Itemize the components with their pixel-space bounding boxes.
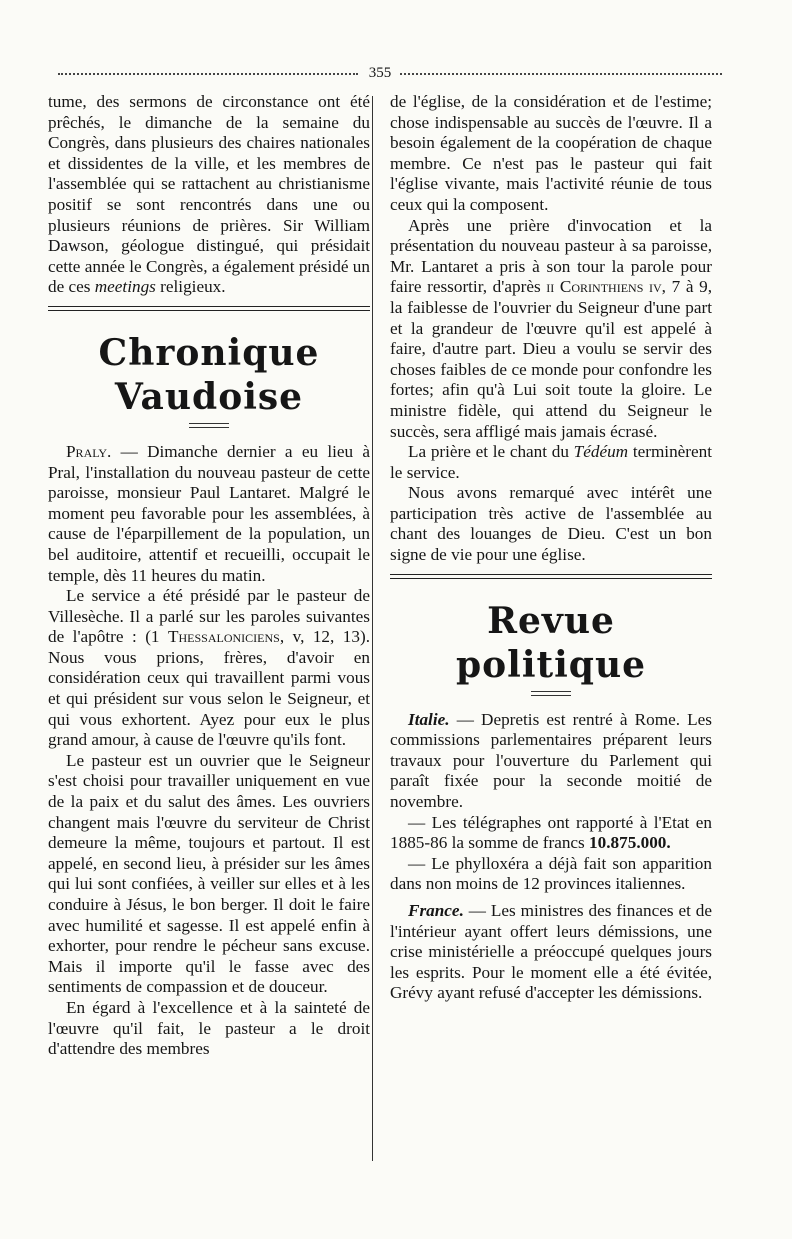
news-item-france [390,901,712,1004]
column-divider [372,96,373,1161]
paragraph-text: Après une prière d'invocation et la présentation du nouveau pasteur à sa paroisse, Mr. Lantaret a pris à son tour la parole pour faire ressortir, d'après [390,215,712,297]
article-paragraph: de l'église, de la considération et de l'estime; chose indispensable au succès de l'œuvre. Il a besoin également de la coopération de chaque membre. Ce n'est pas le pasteur qui fait l'église vivante, mais l'activité réunie de tous ceux qui la composent. [390,92,712,214]
news-lead-italie: Italie. [408,709,450,729]
continued-paragraph [48,92,370,298]
article-paragraph: Nous avons remarqué avec intérêt une participation très active de l'assemblée au chant des louanges de Dieu. C'est un bon signe de vie pour une église. [390,483,712,565]
page-number: 355 [368,65,392,81]
article-paragraph [48,442,370,586]
page-header [58,64,722,82]
left-column [48,92,370,1060]
sum-value: 10.875.000. [589,833,671,853]
article-lead-praly: Praly. [66,441,112,461]
right-column [390,92,712,1004]
article-paragraph [48,586,370,751]
news-item-telegraphes [390,813,712,854]
title-underline [531,691,571,696]
section-title-revue: Revue politique [455,599,647,686]
section-separator [48,306,370,311]
continued-text: tume, des sermons de circonstance ont été prêchés, le dimanche de la semaine du Congrès, dans plusieurs des chaires nationales et dissidentes de la ville, et les membres de l'assemblée qui se rattachent au christianisme positif se sont rencontrés dans une ou plusieurs réunions de prières. Sir William Dawson, géologue distingué, qui présidait cette année le Congrès, a également présidé un de ces [48,92,370,297]
continued-italic-word: meetings [94,277,156,297]
paragraph-text: Le service a été présidé par le pasteur de Villesèche. Il a parlé sur les paroles suivantes de l'apôtre : (1 [48,586,370,647]
scripture-reference: Thessaloniciens [168,627,280,647]
paragraph-text: — Depretis est rentré à Rome. Les commissions parlementaires préparent leurs travaux pour l'ouverture du Parlement qui paraît fixée pour la seconde moitié de novembre. [390,709,712,812]
paragraph-text: , v, 12, 13). Nous vous prions, frères, d'avoir en considération ceux qui travaillent parmi vous et qui président sur vous selon le Seigneur, et qui vous exhortent. Ayez pour eux le plus grand amour, à cause de l'œuvre qu'ils font. [48,627,370,750]
news-item-italie [390,710,712,813]
section-separator [390,574,712,579]
scripture-reference: ii Corinthiens iv [546,277,662,297]
paragraph-text: — Les télégraphes ont rapporté à l'Etat en 1885-86 la somme de francs [390,812,712,853]
paragraph-text: , 7 à 9, la faiblesse de l'ouvrier du Seigneur d'une part et la grandeur de l'œuvre qu'il est appelé à faire, d'autre part. Dieu a voulu se servir des choses faibles de ce monde pour confondre les fortes; afin qu'à Lui soit toute la gloire. Le ministre fidèle, qui attend du Seigneur le succès, sera affligé mais jamais écrasé. [390,277,712,441]
news-item-phylloxera: — Le phylloxéra a déjà fait son apparition dans non moins de 12 provinces italiennes. [390,853,712,894]
paragraph-text: La prière et le chant du [408,442,569,462]
continued-text-end: religieux. [160,277,226,297]
section-title-chronique: Chronique Vaudoise [98,331,320,418]
title-underline [189,423,229,428]
paragraph-text: terminèrent le service. [390,442,713,482]
article-paragraph [390,216,712,443]
header-ornament-right [400,73,722,75]
article-paragraph: Le pasteur est un ouvrier que le Seigneur s'est choisi pour travailler uniquement en vue de la paix et du salut des âmes. Les ouvriers changent mais l'œuvre du serviteur de Christ demeure la même, toujours et partout. Il est appelé, en second lieu, à présider sur les âmes qui lui sont confiées, à veiller sur elles et à les conduire à Jésus, le bon berger. Il doit le faire avec humilité et sagesse. Il est appelé enfin à exhorter, pour rendre le pécheur sans excuse. Mais il importe qu'il le fasse avec des sentiments de compassion et de douceur. [48,750,370,997]
paragraph-text: — Dimanche dernier a eu lieu à Pral, l'installation du nouveau pasteur de cette paroisse, monsieur Paul Lantaret. Malgré le moment peu favorable pour les assemblées, à cause de l'éparpillement de la population, un bel auditoire, attentif et recueilli, occupait le temple, dès 11 heures du matin. [48,441,370,585]
paragraph-text: — Les ministres des finances et de l'intérieur ayant offert leurs démissions, une crise ministérielle a préoccupé quelques jours les esprits. Pour le moment elle a été évitée, Grévy ayant refusé d'accepter les démissions. [390,901,712,1003]
header-ornament-left [58,73,358,75]
article-paragraph: En égard à l'excellence et à la sainteté de l'œuvre qu'il fait, le pasteur a le droit d'attendre des membres [48,997,370,1059]
italic-word: Tédéum [573,442,629,462]
news-lead-france: France. [408,901,464,920]
article-paragraph [390,442,712,483]
